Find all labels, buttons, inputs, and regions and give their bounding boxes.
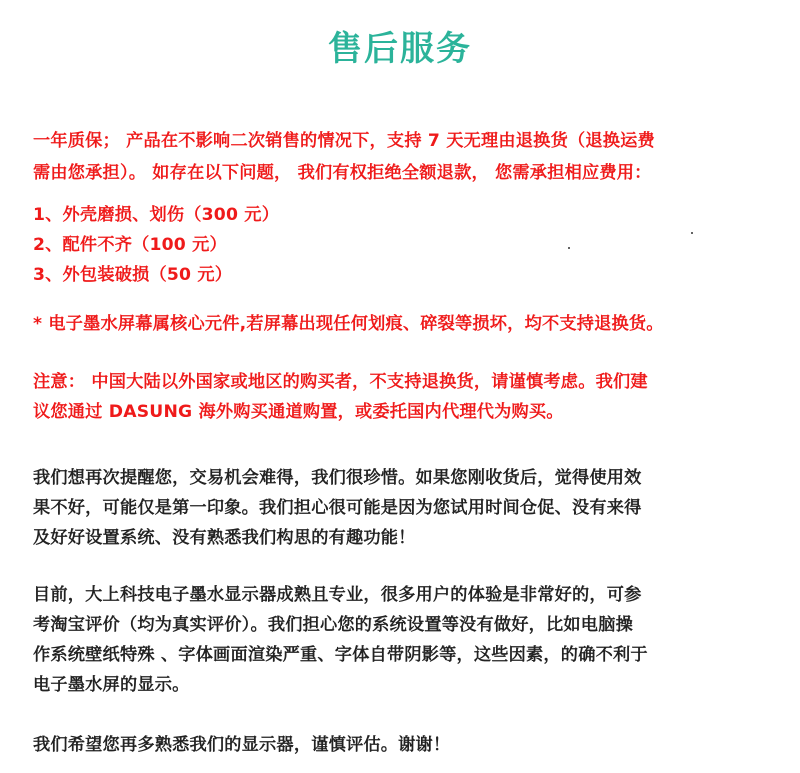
current-line: 电子墨水屏的显示。: [33, 675, 190, 695]
reminder-line: 果不好，可能仅是第一印象。我们担心很可能是因为您试用时间仓促、没有来得: [33, 498, 642, 518]
page-title: 售后服务: [328, 29, 472, 69]
current-line: 作系统壁纸特殊 、字体画面渲染严重、字体自带阴影等，这些因素，的确不利于: [33, 645, 648, 665]
stray-dot: [691, 232, 693, 234]
reminder-line: 及好好设置系统、没有熟悉我们构思的有趣功能！: [33, 528, 416, 548]
closing-paragraph: [33, 730, 773, 760]
notice-line: 议您通过 DASUNG 海外购买通道购置，或委托国内代理代为购买。: [33, 402, 564, 422]
warranty-policy: [33, 125, 773, 189]
reminder-paragraph: [33, 463, 773, 553]
current-line: 考淘宝评价（均为真实评价）。我们担心您的系统设置等没有做好，比如电脑操: [33, 615, 633, 635]
overseas-notice: [33, 367, 773, 427]
policy-line: 需由您承担）。 如存在以下问题， 我们有权拒绝全额退款， 您需承担相应费用：: [33, 163, 652, 183]
charge-item-missing-accessories: 2、配件不齐（100 元）: [33, 235, 227, 255]
charges-list: [33, 200, 773, 290]
notice-line: 注意： 中国大陆以外国家或地区的购买者，不支持退换货，请谨慎考虑。我们建: [33, 372, 648, 392]
screen-damage-note: [33, 308, 773, 340]
stray-dot: [568, 247, 570, 249]
charge-item-package-damage: 3、外包装破损（50 元）: [33, 265, 233, 285]
charge-item-shell-wear: 1、外壳磨损、划伤（300 元）: [33, 205, 280, 225]
screen-note-line: * 电子墨水屏幕属核心元件,若屏幕出现任何划痕、碎裂等损坏，均不支持退换货。: [33, 314, 664, 334]
reminder-line: 我们想再次提醒您，交易机会难得，我们很珍惜。如果您刚收货后，觉得使用效: [33, 468, 642, 488]
current-status-paragraph: [33, 580, 773, 700]
closing-line: 我们希望您再多熟悉我们的显示器，谨慎评估。谢谢！: [33, 735, 451, 755]
current-line: 目前，大上科技电子墨水显示器成熟且专业，很多用户的体验是非常好的，可参: [33, 585, 642, 605]
policy-line: 一年质保； 产品在不影响二次销售的情况下，支持 7 天无理由退换货（退换运费: [33, 131, 655, 151]
